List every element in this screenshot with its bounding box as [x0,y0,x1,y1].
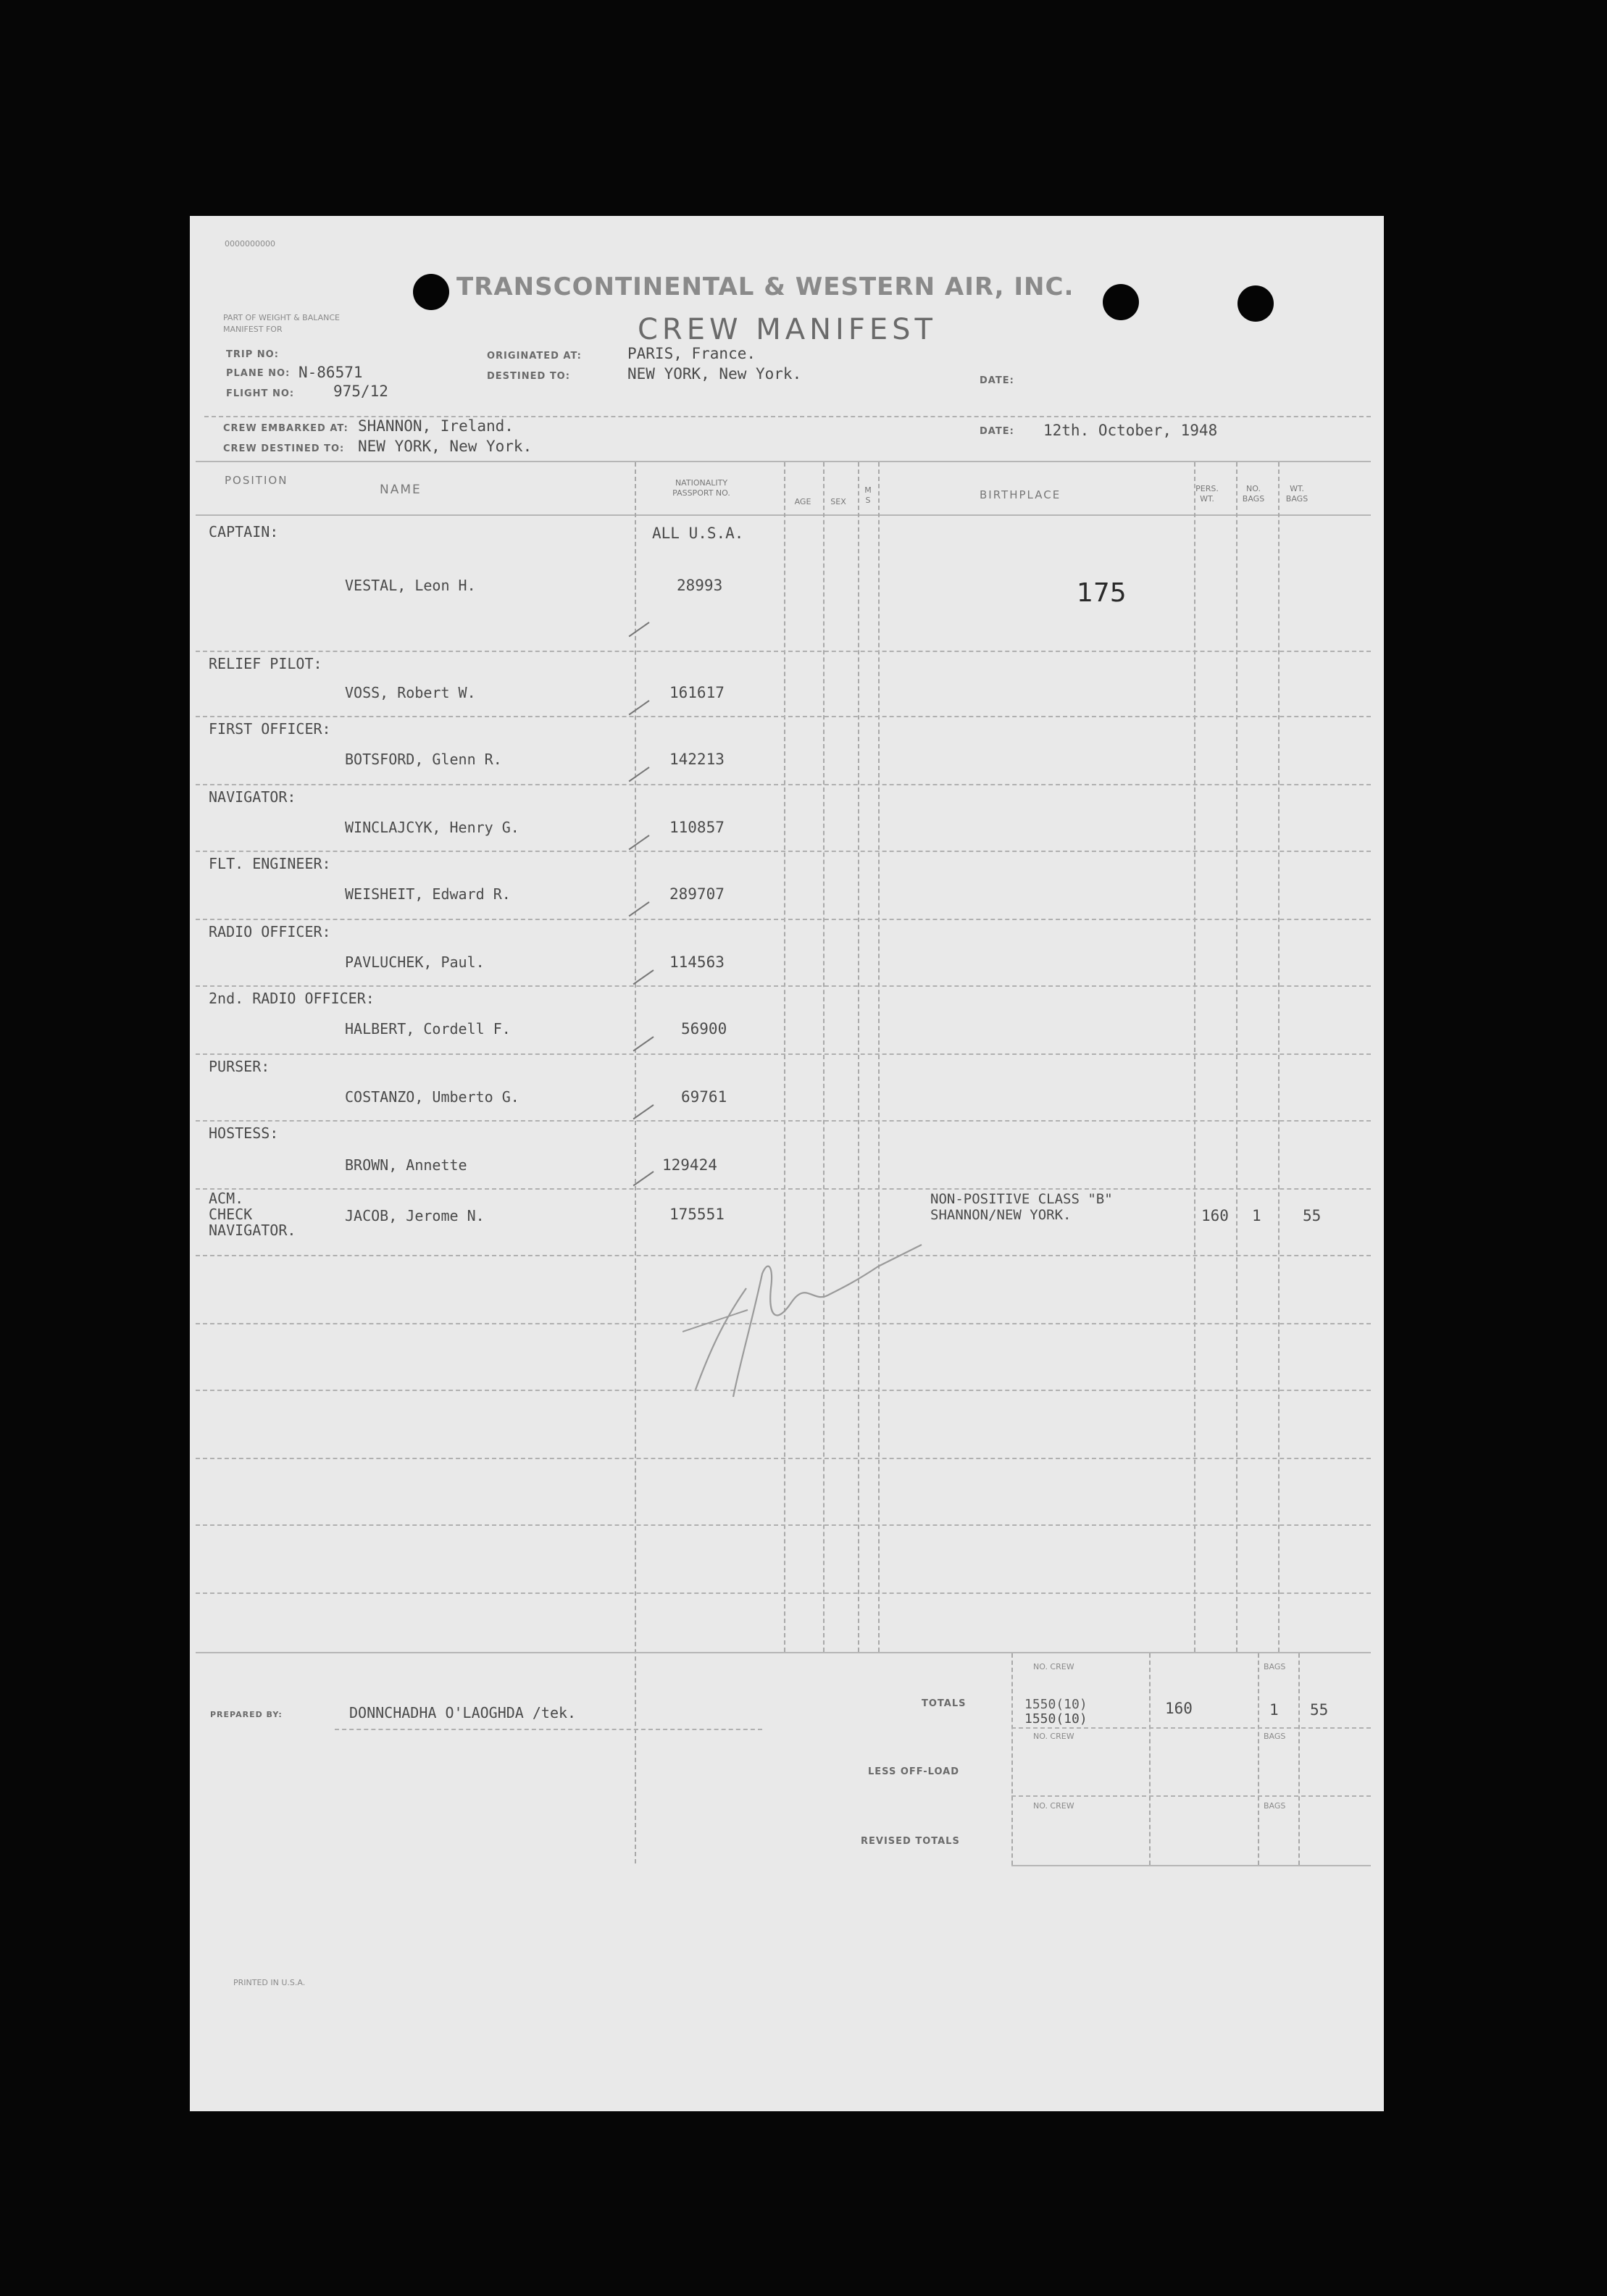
crew-position: RELIEF PILOT: [209,655,322,672]
row-rule [196,651,1371,652]
punch-hole-right-2 [1237,285,1274,322]
crew-position: 2nd. RADIO OFFICER: [209,990,375,1007]
crew-destined-label: CREW DESTINED TO: [223,443,345,454]
bags-label: BAGS [1264,1801,1286,1811]
flight-no-label: FLIGHT NO: [226,388,295,399]
totals-rule [1011,1727,1371,1729]
col-sex: SEX [830,497,846,506]
check-tick [629,901,650,917]
extra-birthplace-2: SHANNON/NEW YORK. [930,1207,1072,1223]
crew-passport: 114563 [669,953,725,971]
trip-no-label: TRIP NO: [226,349,279,360]
total-crew-count-overtyped: 1550(10) [1024,1697,1088,1712]
plane-no-value: N-86571 [299,364,363,381]
bags-label: BAGS [1264,1732,1286,1741]
no-crew-label: NO. CREW [1033,1801,1074,1811]
check-tick [629,767,650,782]
total-crew-count: 1550(10) [1024,1711,1088,1727]
embarked-value: SHANNON, Ireland. [358,417,514,435]
originated-value: PARIS, France. [627,345,756,362]
crew-position: NAVIGATOR: [209,788,296,806]
punch-hole-right-1 [1103,284,1139,320]
crew-passport: 56900 [681,1020,727,1038]
no-crew-label: NO. CREW [1033,1662,1074,1671]
crew-name: HALBERT, Cordell F. [345,1020,511,1038]
row-rule [196,1053,1371,1055]
row-rule [196,1458,1371,1459]
totals-rule [1011,1795,1371,1797]
col-nationality [651,478,752,498]
row-rule [196,1524,1371,1526]
extra-birthplace-1: NON-POSITIVE CLASS "B" [930,1191,1113,1207]
date-value: 12th. October, 1948 [1043,422,1218,439]
crew-name: VESTAL, Leon H. [345,577,476,594]
crew-name: VOSS, Robert W. [345,684,476,701]
plane-no-label: PLANE NO: [226,368,291,379]
crew-passport: 69761 [681,1088,727,1106]
crew-name: BROWN, Annette [345,1156,467,1174]
date-label: DATE: [980,426,1014,437]
crew-name: BOTSFORD, Glenn R. [345,751,502,768]
total-bags: 1 [1269,1701,1279,1719]
table-bottom-rule [196,1652,1371,1653]
nationality-note: ALL U.S.A. [652,525,744,542]
row-rule [196,985,1371,987]
company-name: TRANSCONTINENTAL & WESTERN AIR, INC. [456,272,1074,301]
manifest-page [190,216,1384,2111]
weight-balance-note: PART OF WEIGHT & BALANCE [223,313,340,322]
crew-name: COSTANZO, Umberto G. [345,1088,519,1106]
extra-position-line-3: NAVIGATOR. [209,1222,296,1239]
extra-name: JACOB, Jerome N. [345,1207,485,1224]
row-rule [196,1188,1371,1190]
punch-hole-left [413,274,449,310]
prepared-by-rule [335,1729,762,1730]
crew-passport: 161617 [669,684,725,701]
destined-value: NEW YORK, New York. [627,365,802,383]
col-name: NAME [380,483,422,497]
extra-position-line-2: CHECK [209,1206,253,1223]
less-offload-label: LESS OFF-LOAD [868,1766,960,1777]
total-wt: 160 [1165,1700,1193,1717]
extra-passport: 175551 [669,1206,725,1223]
crew-passport: 28993 [677,577,723,594]
row-rule [196,784,1371,785]
originated-label: ORIGINATED AT: [487,351,582,362]
col-nationality-label: NATIONALITY [675,478,728,488]
crew-passport: 142213 [669,751,725,768]
check-tick [629,835,650,850]
crew-position: RADIO OFFICER: [209,923,331,940]
handwritten-signature [683,1216,929,1419]
crew-name: PAVLUCHEK, Paul. [345,953,485,971]
manifest-for-note: MANIFEST FOR [223,325,283,334]
vline-ms-right [878,462,880,1652]
col-wt-bags: WT. BAGS [1285,484,1308,504]
totals-label: TOTALS [922,1698,967,1709]
row-rule [196,851,1371,852]
bags-label: BAGS [1264,1662,1286,1671]
stamp-number: 175 [1077,578,1127,608]
flight-no-value: 975/12 [333,383,388,400]
form-title: CREW MANIFEST [638,313,937,346]
crew-position: HOSTESS: [209,1124,279,1142]
row-rule [196,716,1371,717]
extra-wt-bags: 55 [1303,1207,1322,1224]
printed-note: PRINTED IN U.S.A. [233,1978,306,1987]
crew-passport: 289707 [669,885,725,903]
extra-no-bags: 1 [1252,1207,1261,1224]
extra-pers-wt: 160 [1201,1207,1229,1224]
col-position: POSITION [225,474,288,487]
destined-label: DESTINED TO: [487,371,570,382]
crew-position: CAPTAIN: [209,523,279,540]
crew-name: WINCLAJCYK, Henry G. [345,819,519,836]
corner-code: 0000000000 [225,239,275,249]
totals-bottom-rule [1011,1865,1371,1866]
date-label-top: DATE: [980,375,1014,386]
check-tick [629,700,650,715]
totals-box-divider [1258,1653,1259,1865]
vline-age-right [823,462,825,1652]
crew-position: FIRST OFFICER: [209,720,331,738]
prepared-by-value: DONNCHADHA O'LAOGHDA /tek. [349,1704,577,1721]
crew-destined-value: NEW YORK, New York. [358,438,533,455]
crew-position: PURSER: [209,1058,270,1075]
vline-nationality-right [784,462,785,1652]
vline-perswt-right [1236,462,1237,1652]
no-crew-label: NO. CREW [1033,1732,1074,1741]
col-age: AGE [794,497,811,506]
vline-sex-right [858,462,859,1652]
crew-passport: 129424 [662,1156,717,1174]
prepared-by-label: PREPARED BY: [210,1710,283,1719]
row-rule [196,919,1371,920]
vline-birthplace-right [1194,462,1195,1652]
row-rule [196,1120,1371,1122]
revised-totals-label: REVISED TOTALS [861,1836,960,1847]
col-no-bags: NO. BAGS [1242,484,1265,504]
crew-position: FLT. ENGINEER: [209,855,331,872]
totals-box-divider [1298,1653,1300,1865]
col-ms: M S [864,485,872,505]
embarked-label: CREW EMBARKED AT: [223,423,348,434]
crew-passport: 110857 [669,819,725,836]
total-wt-bags: 55 [1310,1701,1329,1719]
check-tick [629,622,650,637]
col-passport-label: PASSPORT NO. [672,488,730,498]
col-pers-wt: PERS. WT. [1195,484,1219,504]
vline-nobags-right [1278,462,1280,1652]
col-birthplace: BIRTHPLACE [980,488,1061,501]
totals-box-left [1011,1653,1013,1865]
crew-name: WEISHEIT, Edward R. [345,885,511,903]
extra-position-line-1: ACM. [209,1190,244,1207]
row-rule [196,1592,1371,1594]
totals-box-divider [1149,1653,1151,1865]
